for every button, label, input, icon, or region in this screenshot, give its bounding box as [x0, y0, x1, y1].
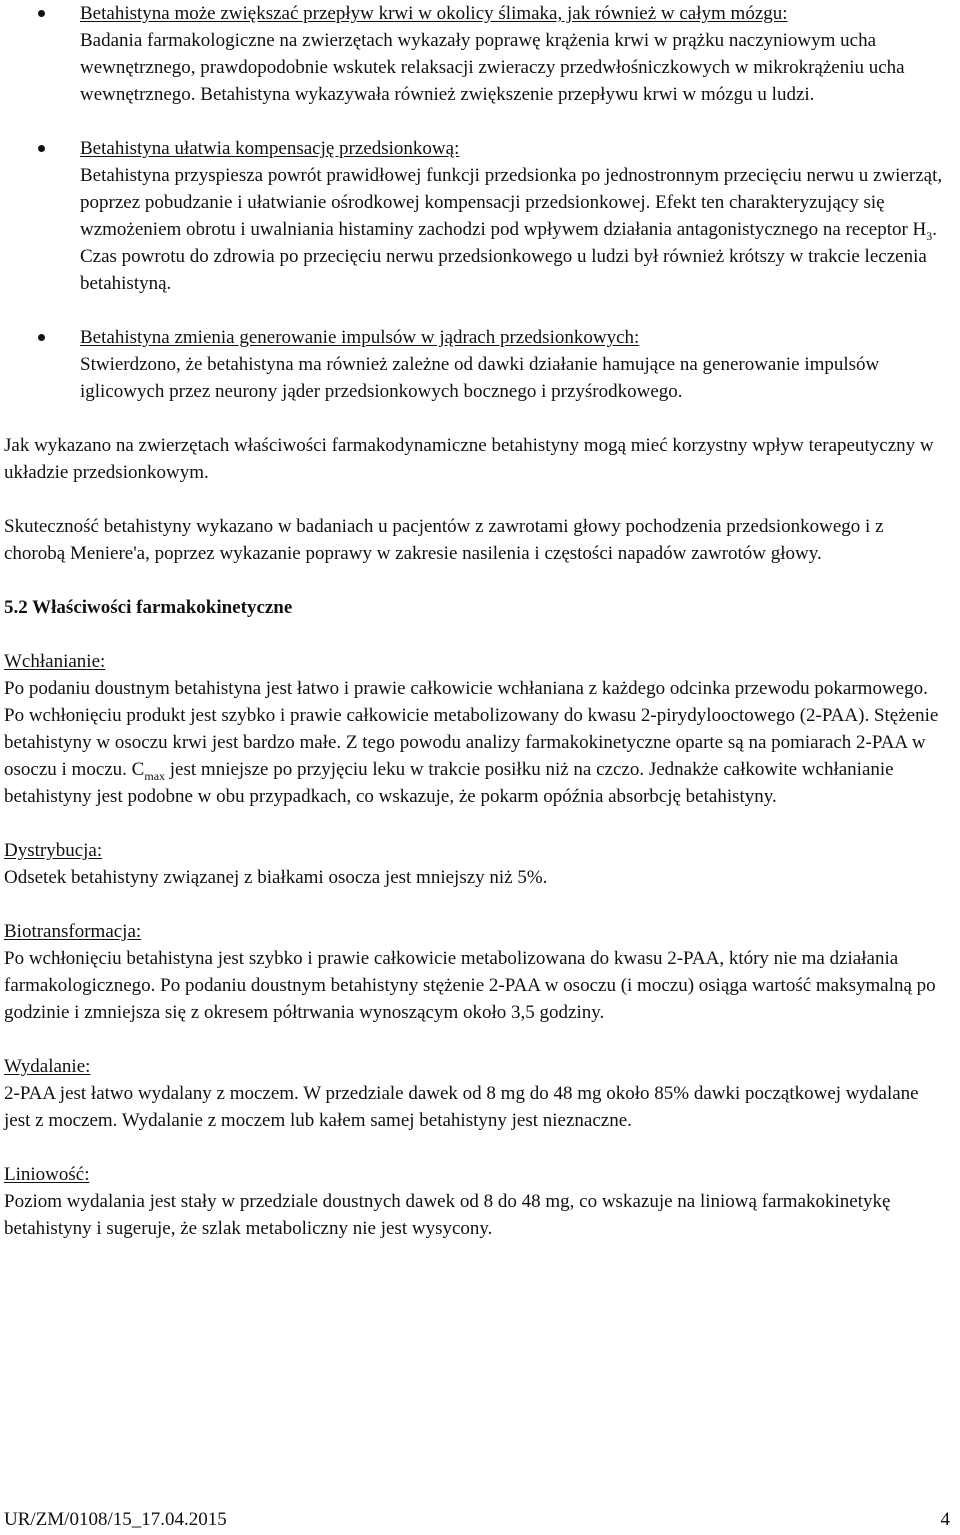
bullet-item — [4, 324, 944, 405]
subsection-heading: Wydalanie: — [4, 1056, 91, 1077]
distribution-section — [4, 837, 944, 891]
subsection-body: Poziom wydalania jest stały w przedziale doustnych dawek od 8 do 48 mg, co wskazuje na liniową farmakokinetykę betahistyny i sugeruje, że szlak metaboliczny nie jest wysycony. — [4, 1191, 891, 1239]
subsection-body: 2-PAA jest łatwo wydalany z moczem. W przedziale dawek od 8 mg do 48 mg około 85% dawki początkowej wydalane jest z moczem. Wydalanie z moczem lub kałem samej betahistyny jest nieznaczne. — [4, 1083, 919, 1131]
bullet-body-part: Betahistyna przyspiesza powrót prawidłowej funkcji przedsionka po jednostronnym przecięciu nerwu u zwierząt, poprzez pobudzanie i ułatwianie ośrodkowej kompensacji przedsionkowej. Efekt ten charakteryzujący się wzmożeniem obrotu i uwalniania histaminy zachodzi pod wpływem działania antagonistycznego na receptor H — [80, 165, 943, 240]
bullet-item — [4, 0, 944, 108]
page-number: 4 — [940, 1509, 950, 1530]
paragraph: Jak wykazano na zwierzętach właściwości farmakodynamiczne betahistyny mogą mieć korzystny wpływ terapeutyczny w układzie przedsionkowym. — [4, 435, 934, 483]
document-page — [4, 0, 944, 1242]
bullet-heading: Betahistyna może zwiększać przepływ krwi w okolicy ślimaka, jak również w całym mózgu: — [80, 3, 788, 24]
paragraph: Skuteczność betahistyny wykazano w badaniach u pacjentów z zawrotami głowy pochodzenia przedsionkowego i z chorobą Meniere'a, poprzez wykazanie poprawy w zakresie nasilenia i częstości napadów zawrotów głowy. — [4, 516, 884, 564]
section-title: 5.2 Właściwości farmakokinetyczne — [4, 597, 293, 618]
subsection-body: Po podaniu doustnym betahistyna jest łatwo i prawie całkowicie wchłaniana z każdego odcinka przewodu pokarmowego. Po wchłonięciu produkt jest szybko i prawie całkowicie metabolizowany do kwasu 2-pirydylooctowego (2-PAA). Stężenie betahistyny w osoczu krwi jest bardzo małe. Z tego powodu analizy farmakokinetyczne oparte są na pomiarach 2-PAA w osoczu i moczu. C — [4, 678, 939, 780]
subscript: 3 — [926, 228, 933, 243]
subsection-heading: Biotransformacja: — [4, 921, 142, 942]
subsection-body: Po wchłonięciu betahistyna jest szybko i prawie całkowicie metabolizowana do kwasu 2-PAA, który nie ma działania farmakologicznego. Po podaniu doustnym betahistyny stężenie 2-PAA w osoczu (i moczu) osiąga wartość maksymalną po godzinie i zmniejsza się z okresem półtrwania wynoszącym około 3,5 godziny. — [4, 948, 936, 1023]
document-id: UR/ZM/0108/15_17.04.2015 — [4, 1509, 227, 1530]
subscript: max — [144, 768, 166, 783]
pharmacodynamics-bullet-list — [4, 0, 944, 405]
bullet-dot-icon — [38, 334, 45, 341]
subsection-heading: Liniowość: — [4, 1164, 90, 1185]
bullet-heading: Betahistyna ułatwia kompensację przedsionkową: — [80, 138, 460, 159]
subsection-heading: Wchłanianie: — [4, 651, 106, 672]
bullet-dot-icon — [38, 10, 45, 17]
bullet-body — [80, 165, 942, 294]
subsection-body: Odsetek betahistyny związanej z białkami osocza jest mniejszy niż 5%. — [4, 867, 548, 888]
subsection-heading: Dystrybucja: — [4, 840, 103, 861]
absorption-section — [4, 648, 944, 810]
bullet-item — [4, 135, 944, 297]
bullet-body-part: . Czas powrotu do zdrowia po przecięciu nerwu przedsionkowego u ludzi był również krótszy w trakcie leczenia betahistyną. — [80, 219, 938, 294]
bullet-dot-icon — [38, 145, 45, 152]
page-footer — [4, 1506, 950, 1533]
subsection-body: jest mniejsze po przyjęciu leku w trakcie posiłku niż na czczo. Jednakże całkowite wchłanianie betahistyny jest podobne w obu przypadkach, co wskazuje, że pokarm opóźnia absorbcję betahistyny. — [4, 759, 894, 807]
bullet-heading: Betahistyna zmienia generowanie impulsów w jądrach przedsionkowych: — [80, 327, 640, 348]
bullet-body: Stwierdzono, że betahistyna ma również zależne od dawki działanie hamujące na generowanie impulsów iglicowych przez neurony jąder przedsionkowych bocznego i przyśrodkowego. — [80, 354, 880, 402]
biotransformation-section — [4, 918, 944, 1026]
linearity-section — [4, 1161, 944, 1242]
bullet-body: Badania farmakologiczne na zwierzętach wykazały poprawę krążenia krwi w prążku naczyniowym ucha wewnętrznego, prawdopodobnie wskutek relaksacji zwieraczy przedwłośniczkowych w mikrokrążeniu ucha wewnętrznego. Betahistyna wykazywała również zwiększenie przepływu krwi w mózgu u ludzi. — [80, 30, 905, 105]
elimination-section — [4, 1053, 944, 1134]
